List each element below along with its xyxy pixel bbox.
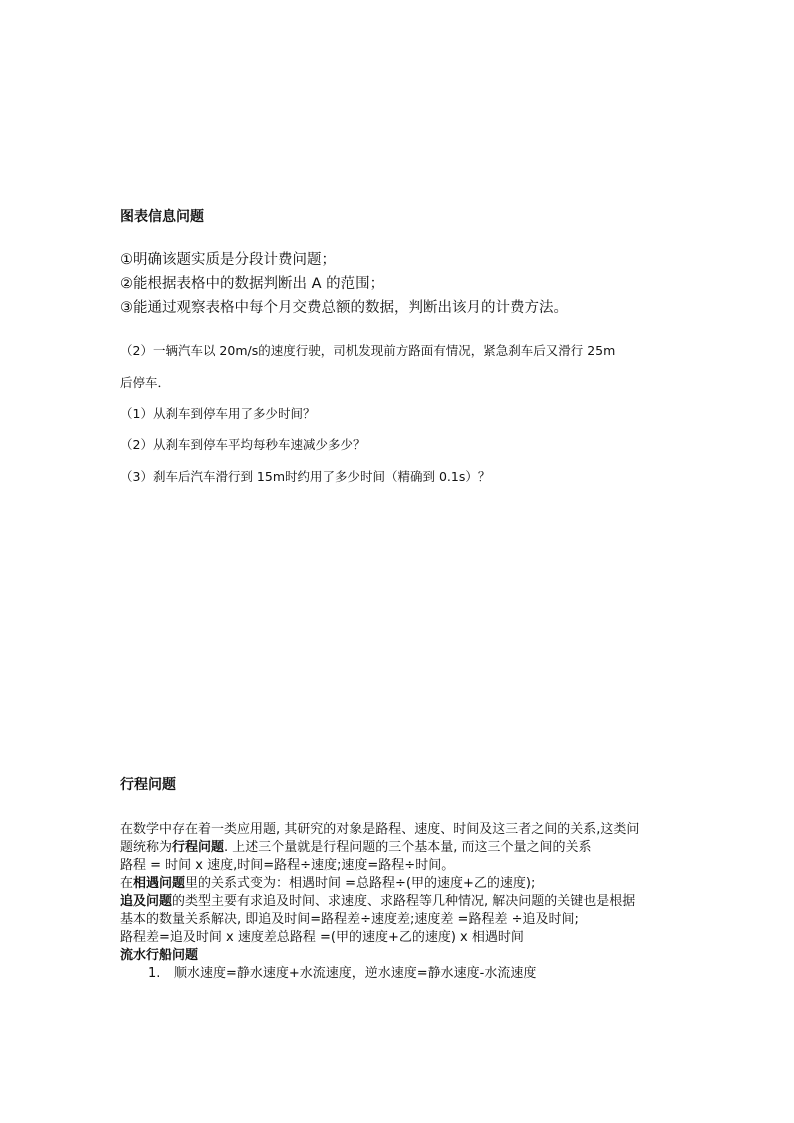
- term-meeting-problem: 相遇问题: [133, 876, 186, 891]
- chase-problem-line: [120, 893, 639, 911]
- travel-line-1: 在数学中存在着一类应用题, 其研究的对象是路程、速度、时间及这三者之间的关系,这类问: [120, 822, 640, 837]
- list-item-number: 1.: [148, 966, 161, 981]
- meeting-problem-line: [120, 875, 639, 893]
- section-title-chart-info: 图表信息问题: [120, 209, 204, 225]
- list-item-text: 顺水速度=静水速度+水流速度，逆水速度=静水速度-水流速度: [174, 966, 537, 981]
- text-fragment: 在: [120, 876, 134, 891]
- text-fragment: . 上述三个量就是行程问题的三个基本量, 而这三个量之间的关系: [224, 840, 592, 855]
- chase-formula-line: 基本的数量关系解决, 即追及时间=路程差÷速度差;速度差 =路程差 ÷追及时间;: [120, 912, 579, 927]
- text-fragment: 题统称为: [120, 840, 173, 855]
- distance-diff-line: 路程差=追及时间 x 速度差总路程 =(甲的速度+乙的速度) x 相遇时间: [120, 930, 524, 945]
- key-points-list: [120, 248, 568, 320]
- travel-paragraph: [120, 821, 639, 983]
- problem-statement-line1: （2）一辆汽车以 20m/s的速度行驶，司机发现前方路面有情况，紧急刹车后又滑行 25m: [120, 343, 616, 358]
- term-travel-problem: 行程问题: [172, 840, 225, 855]
- boat-problem-heading: 流水行船问题: [120, 948, 199, 963]
- key-point-2: ②能根据表格中的数据判断出 A 的范围；: [120, 276, 385, 292]
- term-chase-problem: 追及问题: [120, 894, 173, 909]
- subsection-title-boat: [120, 947, 639, 965]
- list-item-1: [120, 965, 639, 983]
- travel-line-2: [120, 839, 639, 857]
- text-fragment: 的类型主要有求追及时间、求速度、求路程等几种情况, 解决问题的关键也是根据: [172, 894, 636, 909]
- travel-formula-line: 路程 = 时间 x 速度,时间=路程÷速度;速度=路程÷时间。: [120, 858, 455, 873]
- question-2: （2）从刹车到停车平均每秒车速减少多少？: [120, 437, 366, 452]
- text-fragment: 里的关系式变为：相遇时间 =总路程÷(甲的速度+乙的速度);: [185, 876, 536, 891]
- problem-statement-line2: 后停车．: [120, 375, 171, 390]
- question-1: （1）从刹车到停车用了多少时间？: [120, 406, 316, 421]
- key-point-3: ③能通过观察表格中每个月交费总额的数据，判断出该月的计费方法。: [120, 300, 568, 316]
- question-3: （3）刹车后汽车滑行到 15m时约用了多少时间（精确到 0.1s）？: [120, 469, 491, 484]
- section-title-travel: 行程问题: [120, 777, 176, 793]
- key-point-1: ①明确该题实质是分段计费问题；: [120, 252, 336, 268]
